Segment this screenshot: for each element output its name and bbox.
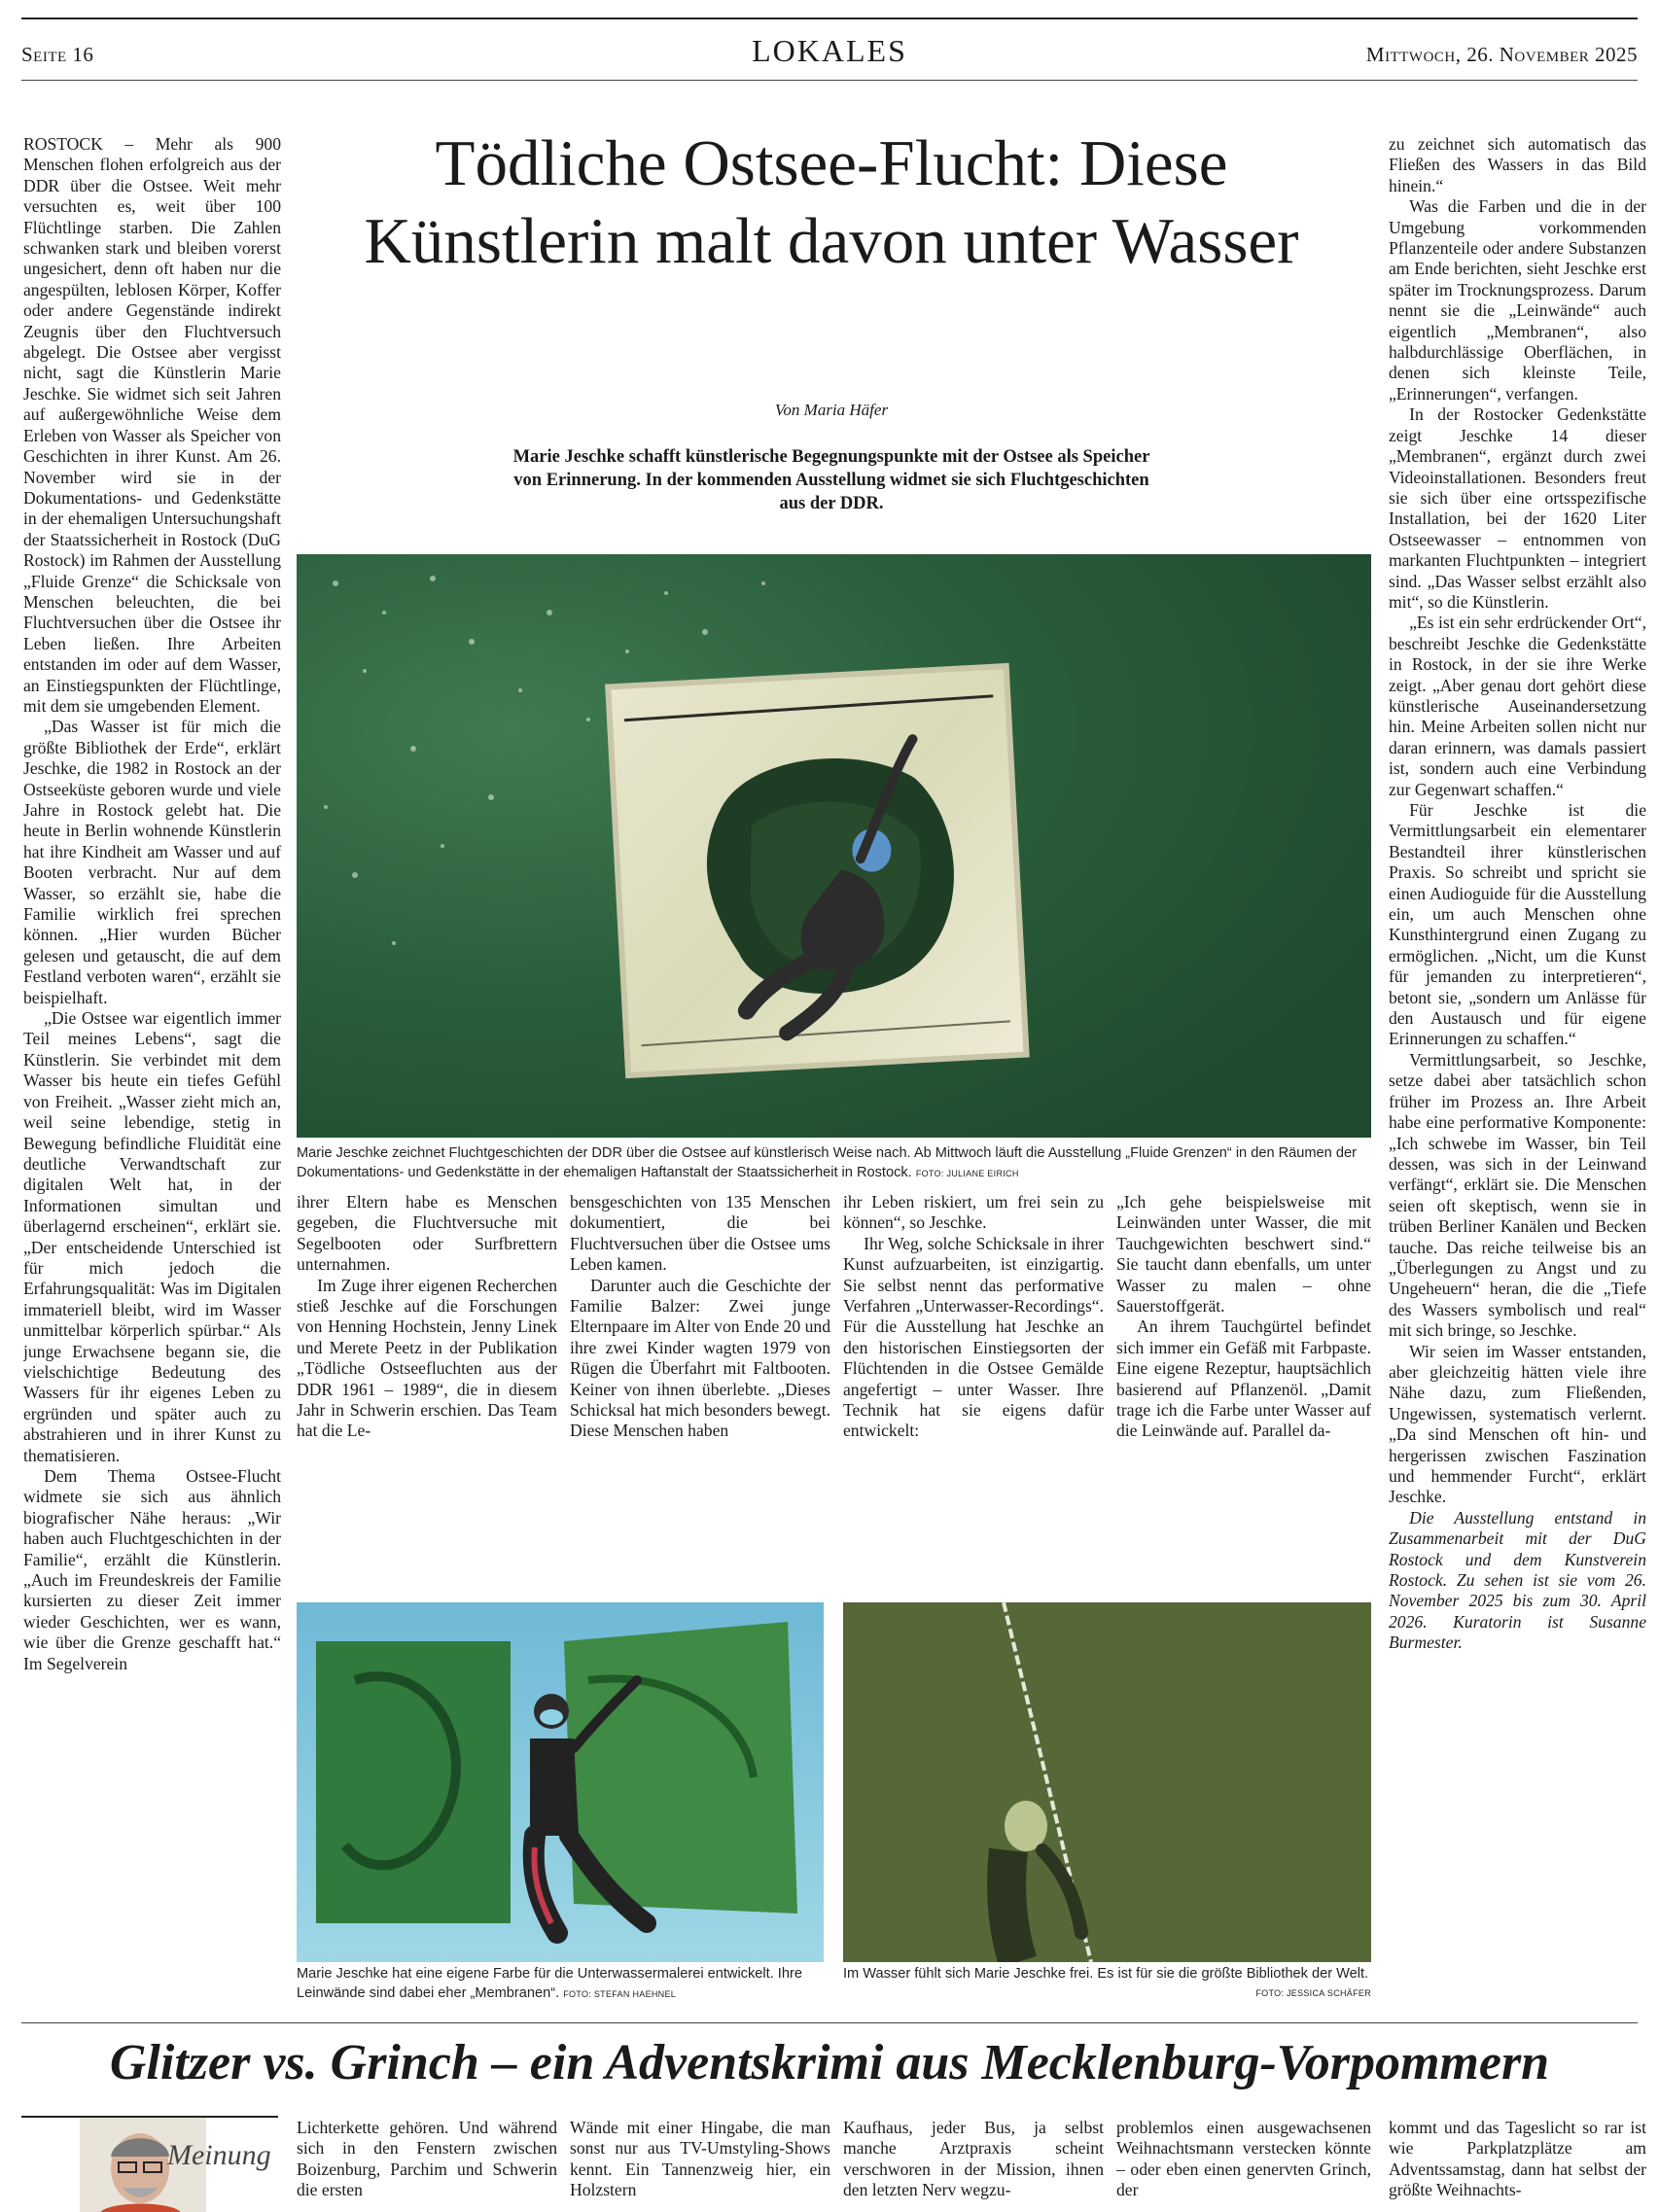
section-title: LOKALES bbox=[752, 33, 907, 68]
photo-caption-3 bbox=[843, 1964, 1371, 2003]
article-column-middle-1 bbox=[297, 1192, 557, 1600]
paragraph: Wir seien im Wasser entstanden, aber gleichzeitig hätten viele ihre Nähe dazu, zum Fließenden, Ungewissen, systematisch verlernt. „Da sind Menschen oft hin- und hergerissen zwischen Faszination und hemmender Furcht“, erklärt Jeschke. bbox=[1389, 1341, 1646, 1507]
article-column-right bbox=[1389, 134, 1646, 2013]
paragraph: Für Jeschke ist die Vermittlungsarbeit ein elementarer Bestandteil ihrer künstlerischen Praxis. So schreibt und spricht sie einen Audioguide für die Ausstellung ein, um auch Menschen ohne Kunsthintergrund einen Zugang zu ermöglichen. „Nicht, um die Kunst für jemanden zu interpretieren“, betont sie, „sondern um Anlässe für den Austausch und für eigene Erinnerungen zu schaffen.“ bbox=[1389, 800, 1646, 1049]
paragraph: Was die Farben und die in der Umgebung vorkommenden Pflanzenteile oder andere Substanzen am Ende berichten, sieht Jeschke erst später im Trocknungsprozess. Darum nennt sie die „Leinwände“ auch eigentlich „Membranen“, also halbdurchlässige Oberflächen, in denen sich kleinste Teile, „Erinnerungen“, verfangen. bbox=[1389, 196, 1646, 404]
paragraph: „Die Ostsee war eigentlich immer Teil meines Lebens“, sagt die Künstlerin. Sie verbindet mit dem Wasser bis heute ein tiefes Gefühl von Freiheit. „Wasser zieht mich an, weil seine lebendige, stetig in Bewegung befindliche Fluidität eine deutliche Verwandtschaft zur digitalen Welt hat, in der Informationen simultan und überlagernd erscheinen“, erklärt sie. „Der entscheidende Unterschied ist für mich jedoch die Erfahrungsqualität: Was im Digitalen immateriell bleibt, wird im Wasser unmittelbar körperlich spürbar.“ Als junge Erwachsene begann sie, die vielschichtige Bedeutung des Wassers für ihr eigenes Leben zu ergründen und später auch zu abstrahieren und in ihrer Kunst zu thematisieren. bbox=[23, 1008, 281, 1465]
paragraph: In der Rostocker Gedenkstätte zeigt Jeschke 14 dieser „Membranen“, ergänzt durch zwei Videoinstallationen. Besonders freut sie sich über eine ortsspezifische Installation, bei der 1620 Liter Ostseewasser – entnommen von markanten Fluchtpunkten – integriert sind. „Das Wasser selbst erzählt also mit“, so die Künstlerin. bbox=[1389, 404, 1646, 612]
diver-on-rope-image bbox=[843, 1602, 1371, 1962]
feature-headline: Glitzer vs. Grinch – ein Adventskrimi aus Mecklenburg-Vorpommern bbox=[109, 2035, 1550, 2090]
feature-column-2: Wände mit einer Hingabe, die man sonst nur aus TV-Umstyling-Shows kennt. Ein Tannenzweig hier, ein Holzstern bbox=[570, 2118, 830, 2200]
opinion-label: Meinung bbox=[167, 2139, 271, 2171]
paragraph: Ihr Weg, solche Schicksale in ihrer Kunst aufzuarbeiten, ist einzigartig. Sie selbst nennt das performative Verfahren „Unterwasser-Recordings“. Für die Ausstellung hat Jeschke an den historischen Einstiegsorten der Flüchtenden in die Ostsee Gemälde angefertigt – unter Wasser. Ihre Technik hat sie eigens dafür entwickelt: bbox=[843, 1233, 1104, 1441]
article-column-middle-2 bbox=[570, 1192, 830, 1600]
feature-column-4: problemlos einen ausgewachsenen Weihnachtsmann verstecken könnte – oder eben einen genervten Grinch, der bbox=[1116, 2118, 1371, 2200]
opinion-box bbox=[21, 2116, 278, 2212]
photo-credit: FOTO: STEFAN HAEHNEL bbox=[563, 1989, 677, 1999]
article-column-left bbox=[23, 134, 281, 2013]
underwater-canvas-photo bbox=[297, 1602, 824, 1962]
paragraph: An ihrem Tauchgürtel befindet sich immer ein Gefäß mit Farbpaste. Eine eigene Rezeptur, hauptsächlich basierend auf Pflanzenöl. „Damit trage ich die Farbe unter Wasser auf die Leinwände auf. Parallel da- bbox=[1116, 1317, 1371, 1441]
issue-date: Mittwoch, 26. November 2025 bbox=[1365, 43, 1638, 66]
article-column-middle-3 bbox=[843, 1192, 1104, 1600]
masthead bbox=[21, 29, 1638, 72]
paragraph: zu zeichnet sich automatisch das Fließen des Wassers in das Bild hinein.“ bbox=[1389, 134, 1646, 195]
article-column-middle-4 bbox=[1116, 1192, 1371, 1600]
paragraph: „Das Wasser ist für mich die größte Bibliothek der Erde“, erklärt Jeschke, die 1982 in Rostock an der Ostseeküste geboren wurde und viele Jahre in Rostock gelebt hat. Die heute in Berlin wohnende Künstlerin hat ihre Kindheit am Wasser und auf Booten verbracht. Nur auf dem Wasser, so erzählt sie, habe die Familie wirklich frei sprechen können. „Hier wurden Bücher gelesen und getauscht, die auf dem Festland verboten waren“, erzählt sie beispielhaft. bbox=[23, 717, 281, 1007]
photo-credit: FOTO: JULIANE EIRICH bbox=[915, 1169, 1019, 1178]
main-photo bbox=[297, 554, 1371, 1138]
photo-credit: FOTO: JESSICA SCHÄFER bbox=[1255, 1988, 1371, 1998]
paragraph: „Es ist ein sehr erdrückender Ort“, beschreibt Jeschke die Gedenkstätte in Rostock, in der sie ihre Werke zeigt. „Aber genau dort gehört diese künstlerische Auseinandersetzung hin. Meine Arbeiten sollen nicht nur daran erinnern, was damals passiert ist, sondern auch eine Verbindung zur Gegenwart schaffen.“ bbox=[1389, 613, 1646, 799]
byline: Von Maria Häfer bbox=[774, 401, 889, 419]
artist-on-canvas-image bbox=[297, 554, 1371, 1138]
paragraph: „Ich gehe beispielsweise mit Leinwänden unter Wasser, die mit Tauchgewichten beschwert sind.“ Sie taucht dann ebenfalls, um unter Wasser zu malen – ohne Sauerstoffgerät. bbox=[1116, 1192, 1371, 1317]
section-divider bbox=[21, 2022, 1638, 2023]
feature-column-3: Kaufhaus, jeder Bus, ja selbst manche Arztpraxis scheint verschworen in der Mission, ihnen den letzten Nerv wegzu- bbox=[843, 2118, 1104, 2200]
photo-caption-2 bbox=[297, 1964, 824, 2004]
masthead-rule bbox=[21, 80, 1638, 81]
article-headline: Tödliche Ostsee-Flucht: Diese Künstlerin malt davon unter Wasser bbox=[364, 127, 1299, 277]
top-rule bbox=[21, 18, 1638, 19]
caption-text: Marie Jeschke hat eine eigene Farbe für die Unterwassermalerei entwickelt. Ihre Leinwände sind dabei eher „Membranen“. bbox=[297, 1966, 802, 2001]
paragraph: Dem Thema Ostsee-Flucht widmete sie sich aus ähnlich biografischer Nähe heraus: „Wir haben auch Fluchtgeschichten in der Familie“, erzählt die Künstlerin. „Auch im Freundeskreis der Familie kursierten zu dieser Zeit immer wieder Geschichten, wer es wann, wie über die Grenze geschafft hat.“ Im Segelverein bbox=[23, 1466, 281, 1673]
paragraph: bensgeschichten von 135 Menschen dokumentiert, die bei Fluchtversuchen über die Ostsee ums Leben kamen. bbox=[570, 1192, 830, 1275]
paragraph: Darunter auch die Geschichte der Familie Balzer: Zwei junge Elternpaare im Alter von Ende 20 und ihre zwei Kinder wagten 1979 von Rügen die Überfahrt mit Faltbooten. Keiner von ihnen überlebte. „Dieses Schicksal hat mich besonders bewegt. Diese Menschen haben bbox=[570, 1275, 830, 1441]
exhibition-note: Die Ausstellung entstand in Zusammenarbeit mit der DuG Rostock und dem Kunstverein Rostock. Zu sehen ist sie vom 26. November 2025 bis zum 30. April 2026. Kuratorin ist Susanne Burmester. bbox=[1389, 1507, 1646, 1653]
underwater-painting-image bbox=[297, 1602, 824, 1962]
paragraph: Vermittlungsarbeit, so Jeschke, setze dabei aber tatsächlich schon früher im Prozess an. Ihre Arbeit habe eine performative Komponente: „Ich schwebe im Wasser, bin Teil dessen, was sich in der Leinwand verfängt“, erklärt sie. Die Menschen seien oft skeptisch, wenn sie in trüben Berliner Kanälen und Becken tauche. Das reiche teilweise bis an „Überlegungen zu Angst und zu Ungeheuern“ heran, die die „Tiefe des Wassers symbolisch und real“ mit sich bringe, so Jeschke. bbox=[1389, 1049, 1646, 1341]
paragraph: ihrer Eltern habe es Menschen gegeben, die Fluchtversuche mit Segelbooten oder Surfbrettern unternahmen. bbox=[297, 1192, 557, 1275]
paragraph: ROSTOCK – Mehr als 900 Menschen flohen erfolgreich aus der DDR über die Ostsee. Weit mehr versuchten es, weit über 100 Flüchtlinge starben. Die Zahlen schwanken stark und bleiben vorerst ungesichert, denn oft haben nur die angespülten, leblosen Körper, Koffer oder andere Gegenstände indirekt Zeugnis über den Fluchtversuch abgelegt. Die Ostsee aber vergisst nicht, sagt die Künstlerin Marie Jeschke. Sie widmet sich seit Jahren auf außergewöhnliche Weise dem Erleben von Wasser als Speicher von Geschichten in ihrer Kunst. Am 26. November wird sie in der Dokumentations- und Gedenkstätte in der ehemaligen Untersuchungshaft der Staatssicherheit in Rostock (DuG Rostock) im Rahmen der Ausstellung „Fluide Grenze“ die Schicksale von Menschen beleuchten, die bei Fluchtversuchen über die Ostsee ihr Leben ließen. Ihre Arbeiten entstanden im oder auf dem Wasser, an Einstiegspunkten der Flüchtlinge, mit dem sie umgebenden Element. bbox=[23, 134, 281, 716]
paragraph: ihr Leben riskiert, um frei sein zu können“, so Jeschke. bbox=[843, 1192, 1104, 1233]
main-photo-caption bbox=[297, 1143, 1371, 1183]
feature-column-1: Lichterkette gehören. Und während sich in den Fenstern zwischen Boizenburg, Parchim und Schwerin die ersten bbox=[297, 2118, 557, 2200]
caption-text: Marie Jeschke zeichnet Fluchtgeschichten der DDR über die Ostsee auf künstlerisch Weise nach. Ab Mittwoch läuft die Ausstellung „Fluide Grenzen“ in den Räumen der Dokumentations- und Gedenkstätte in der ehemaligen Haftanstalt der Staatssicherheit in Rostock. bbox=[297, 1145, 1357, 1180]
caption-text: Im Wasser fühlt sich Marie Jeschke frei. Es ist für sie die größte Bibliothek der Welt. bbox=[843, 1966, 1369, 1982]
page-number: Seite 16 bbox=[21, 43, 94, 66]
article-lead: Marie Jeschke schafft künstlerische Begegnungspunkte mit der Ostsee als Speicher von Erinnerung. In der kommenden Ausstellung widmet sie sich Fluchtgeschichten aus der DDR. bbox=[512, 447, 1150, 513]
paragraph: Im Zuge ihrer eigenen Recherchen stieß Jeschke auf die Forschungen von Henning Hochstein, Jenny Linek und Merete Peetz in der Publikation „Tödliche Ostseefluchten aus der DDR 1961 – 1989“, die in diesem Jahr in Schwerin erschien. Das Team hat die Le- bbox=[297, 1275, 557, 1441]
feature-column-5: kommt und das Tageslicht so rar ist wie Parkplatzplätze am Adventssamstag, dann hat selbst der größte Weihnachts- bbox=[1389, 2118, 1646, 2200]
diver-rope-photo bbox=[843, 1602, 1371, 1962]
